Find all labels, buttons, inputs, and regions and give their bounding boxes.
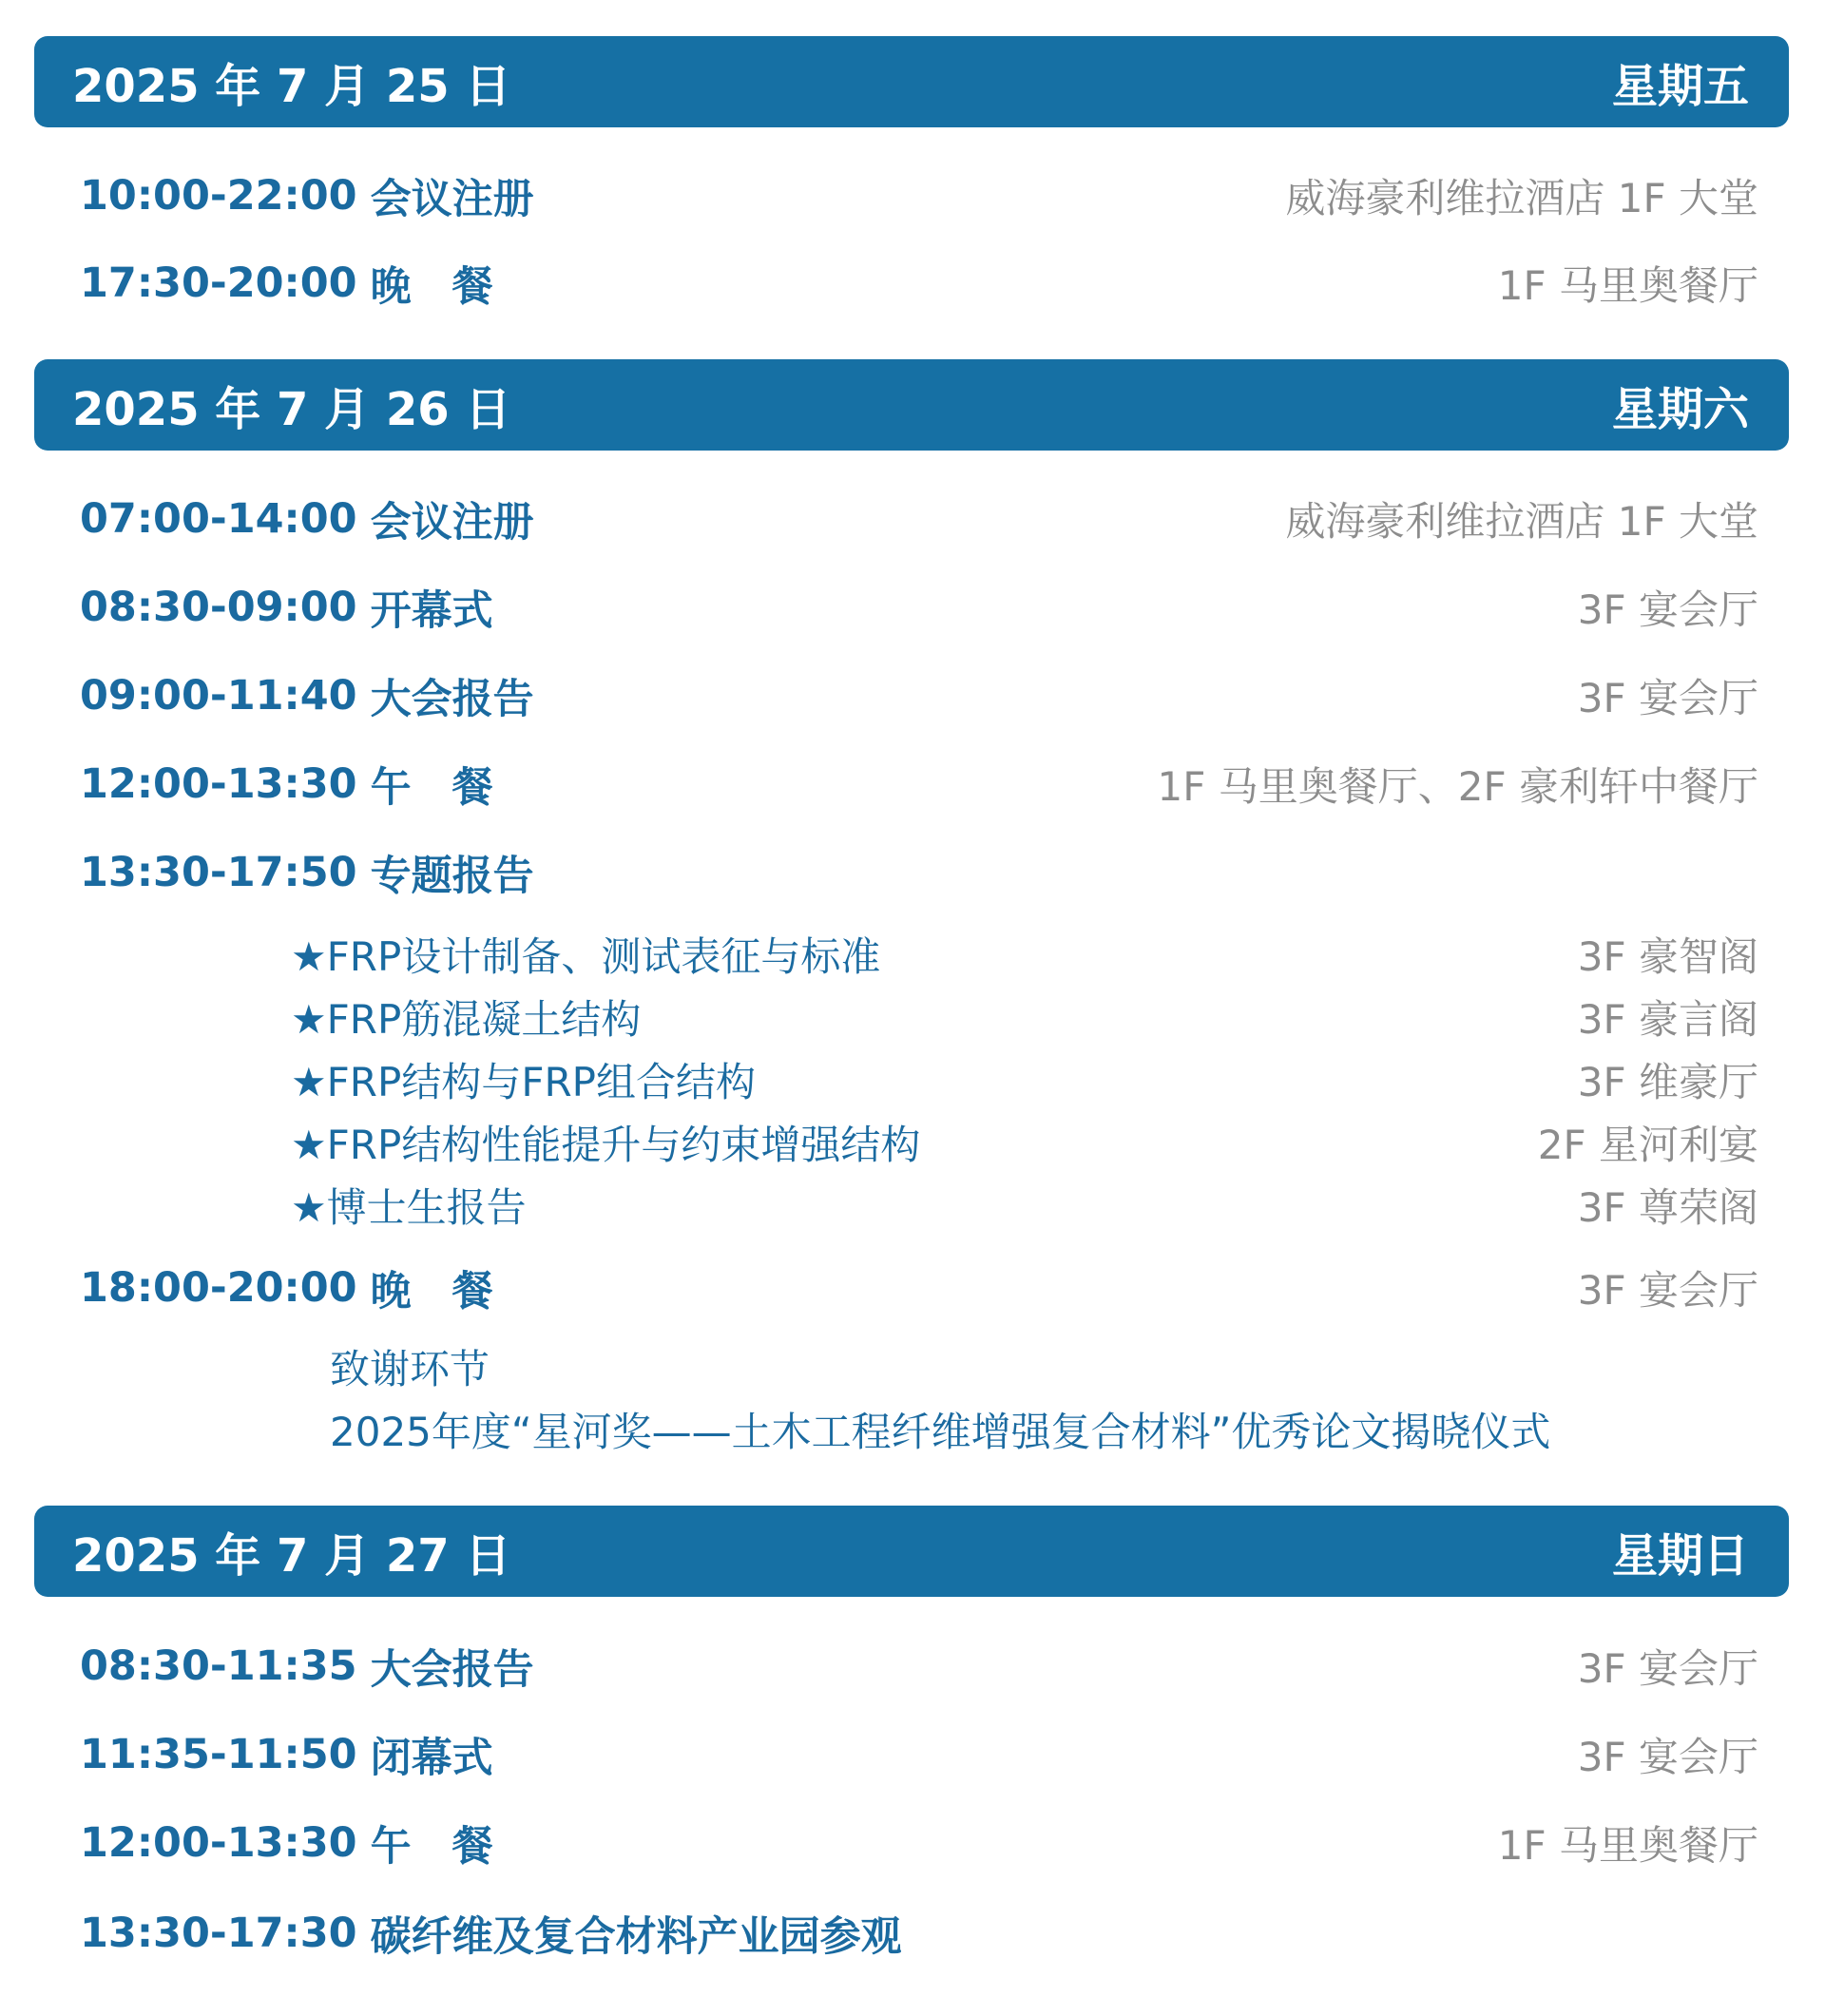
row-time: 09:00-11:40 (80, 672, 357, 720)
row-time: 13:30-17:30 (80, 1910, 357, 1957)
day-weekday: 星期五 (1611, 59, 1749, 113)
row-location: 1F 马里奥餐厅 (1497, 1822, 1758, 1869)
row-location: 3F 宴会厅 (1577, 1645, 1758, 1692)
row-time: 08:30-11:35 (80, 1642, 357, 1690)
row-location: 3F 宴会厅 (1577, 586, 1758, 633)
session-title: ★博士生报告 (291, 1184, 527, 1231)
schedule-row (80, 665, 1758, 726)
schedule-row (80, 1903, 1758, 1964)
day-header-0726 (34, 359, 1789, 451)
schedule-row (80, 489, 1758, 549)
row-time: 13:30-17:50 (80, 849, 357, 896)
row-event: 大会报告 (370, 675, 534, 723)
row-time: 08:30-09:00 (80, 584, 357, 631)
row-time: 12:00-13:30 (80, 760, 357, 808)
schedule-row (80, 1813, 1758, 1873)
schedule-row (80, 1636, 1758, 1697)
session-title: ★FRP设计制备、测试表征与标准 (291, 933, 881, 980)
row-time: 18:00-20:00 (80, 1264, 357, 1312)
row-event: 碳纤维及复合材料产业园参观 (370, 1912, 902, 1961)
session-location: 2F 星河利宴 (1537, 1122, 1758, 1168)
day-date: 2025 年 7 月 26 日 (72, 382, 511, 436)
schedule-row (80, 1724, 1758, 1785)
schedule-row (80, 577, 1758, 638)
session-location: 3F 尊荣阁 (1577, 1184, 1758, 1231)
day-weekday: 星期日 (1611, 1528, 1749, 1583)
row-time: 17:30-20:00 (80, 259, 357, 307)
session-item (291, 927, 1758, 982)
dinner-note: 致谢环节 (330, 1346, 490, 1392)
day-date: 2025 年 7 月 27 日 (72, 1528, 511, 1583)
row-event: 专题报告 (370, 852, 534, 900)
session-location: 3F 豪言阁 (1577, 996, 1758, 1043)
session-item (291, 1178, 1758, 1233)
row-event: 午 餐 (370, 1822, 493, 1871)
row-location: 1F 马里奥餐厅、2F 豪利轩中餐厅 (1157, 763, 1758, 810)
row-location: 1F 马里奥餐厅 (1497, 262, 1758, 309)
row-event: 晚 餐 (370, 262, 493, 311)
row-time: 11:35-11:50 (80, 1731, 357, 1778)
session-item (291, 1115, 1758, 1170)
schedule-row (80, 754, 1758, 815)
row-event: 午 餐 (370, 763, 493, 812)
day-date: 2025 年 7 月 25 日 (72, 59, 511, 113)
row-event: 会议注册 (370, 175, 534, 223)
row-event: 晚 餐 (370, 1267, 493, 1315)
schedule-row (80, 253, 1758, 314)
session-location: 3F 豪智阁 (1577, 933, 1758, 980)
session-item (291, 1052, 1758, 1107)
row-event: 开幕式 (370, 586, 493, 635)
row-event: 大会报告 (370, 1645, 534, 1694)
row-location: 3F 宴会厅 (1577, 1734, 1758, 1780)
day-header-0725 (34, 36, 1789, 127)
row-location: 3F 宴会厅 (1577, 1267, 1758, 1314)
row-event: 闭幕式 (370, 1734, 493, 1782)
day-weekday: 星期六 (1611, 382, 1749, 436)
session-location: 3F 维豪厅 (1577, 1059, 1758, 1105)
schedule-row (80, 165, 1758, 226)
row-event: 会议注册 (370, 498, 534, 547)
session-title: ★FRP结构性能提升与约束增强结构 (291, 1122, 921, 1168)
row-location: 威海豪利维拉酒店 1F 大堂 (1285, 175, 1758, 221)
session-item (291, 989, 1758, 1045)
row-location: 3F 宴会厅 (1577, 675, 1758, 721)
row-time: 10:00-22:00 (80, 172, 357, 220)
schedule-row (80, 1258, 1758, 1318)
row-location: 威海豪利维拉酒店 1F 大堂 (1285, 498, 1758, 545)
day-header-0727 (34, 1506, 1789, 1597)
schedule-row (80, 842, 1758, 903)
dinner-note: 2025年度“星河奖——土木工程纤维增强复合材料”优秀论文揭晓仪式 (330, 1409, 1551, 1455)
session-title: ★FRP筋混凝土结构 (291, 996, 642, 1043)
session-title: ★FRP结构与FRP组合结构 (291, 1059, 756, 1105)
row-time: 07:00-14:00 (80, 495, 357, 543)
row-time: 12:00-13:30 (80, 1819, 357, 1867)
